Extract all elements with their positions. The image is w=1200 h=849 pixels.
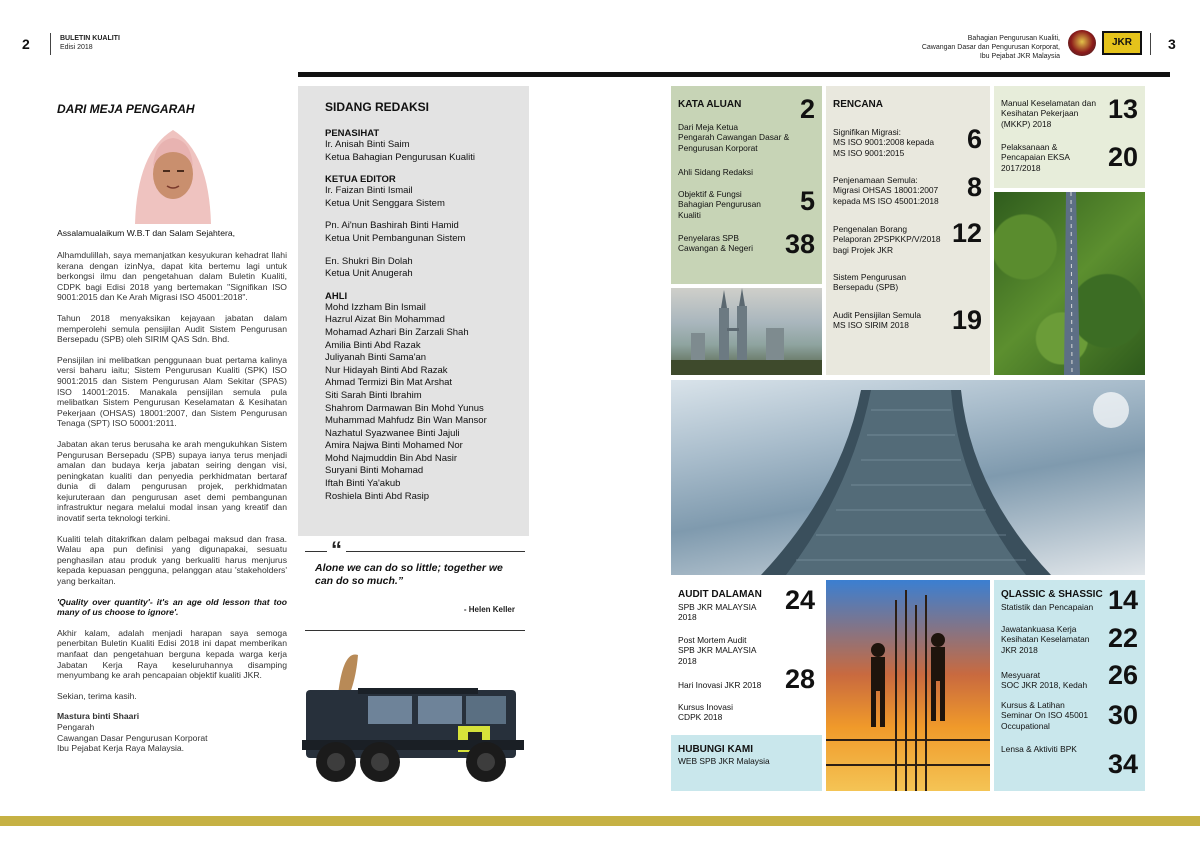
toc-item[interactable]: Post Mortem Audit SPB JKR MALAYSIA 2018	[678, 635, 757, 666]
org-line: Ibu Pejabat JKR Malaysia	[979, 53, 1060, 60]
sidang-redaksi-panel	[298, 86, 529, 536]
hubungi-kami-panel	[671, 735, 822, 791]
member-name: Roshiela Binti Abd Rasip	[325, 490, 430, 502]
toc-item[interactable]: SPB JKR MALAYSIA 2018	[678, 602, 757, 623]
bottom-gold-bar	[0, 816, 1200, 826]
toc-page-number: 38	[784, 229, 815, 259]
editor-name: Pn. Ai'nun Bashirah Binti Hamid	[325, 220, 459, 232]
edition-label: Edisi 2018	[60, 44, 93, 51]
toc-item[interactable]: Dari Meja Ketua Pengarah Cawangan Dasar & Pengurusan Korporat	[678, 122, 790, 153]
org-header	[922, 34, 1060, 61]
publication-header	[60, 34, 120, 52]
toc-page-number: 22	[1107, 623, 1138, 653]
toc-page-number: 24	[784, 585, 815, 615]
penasihat-name: Ir. Anisah Binti Saim	[325, 139, 410, 150]
qlassic-title: QLASSIC & SHASSIC	[1001, 589, 1103, 600]
paragraph: Alhamdulillah, saya memanjatkan kesyukuran kehadrat Ilahi kerana dengan izinNya, dapat kita bertemu lagi untuk berkongsi ilmu dan pengetahuan dalam Buletin Kualiti, CDPK bagi Edisi 2018 yang bertemakan "Signifikan ISO 9001:2015 dan Ke Arah Migrasi ISO 45001:2018".	[57, 250, 287, 303]
member-name: Muhammad Mahfudz Bin Wan Mansor	[325, 415, 487, 427]
toc-item[interactable]: Lensa & Aktiviti BPK	[1001, 744, 1077, 754]
quote-author: - Helen Keller	[463, 605, 515, 614]
member-name: Mohamad Azhari Bin Zarzali Shah	[325, 326, 469, 338]
paragraph: Tahun 2018 menyaksikan kejayaan jabatan dalam memperolehi semula pensijilan Audit Sistem Pengurusan Bersepadu (SPB) oleh SIRIM QAS Sdn. Bhd.	[57, 312, 287, 345]
paragraph: Jabatan akan terus berusaha ke arah mengukuhkan Sistem Pengurusan Bersepadu (SPB) supaya ianya terus menjadi amalan dan budaya kerja jabatan seiring dengan visi, peningkatan kualiti dan penyedia perkhidmatan bertaraf dunia di dalam pengurusan projek, perkhidmatan kejuruteraan dan pengurusan aset demi pembangunan infrastruktur negara melalui modal insan yang kreatif dan inovatif serta teknologi terkini.	[57, 438, 287, 524]
toc-item[interactable]: Statistik dan Pencapaian	[1001, 602, 1094, 612]
kata-aluan-title: KATA ALUAN	[678, 99, 742, 110]
toc-item[interactable]: Mesyuarat SOC JKR 2018, Kedah	[1001, 670, 1088, 691]
toc-page-number: 2	[799, 94, 815, 124]
ahli-list	[325, 302, 529, 504]
redaksi-title: SIDANG REDAKSI	[325, 100, 430, 114]
member-name: Nur Hidayah Binti Abd Razak	[325, 364, 448, 376]
construction-workers-image	[826, 580, 990, 791]
rencana-panel	[826, 86, 990, 375]
toc-item[interactable]: Ahli Sidang Redaksi	[678, 167, 753, 177]
member-name: Ahmad Termizi Bin Mat Arshat	[325, 377, 453, 389]
member-name: Siti Sarah Binti Ibrahim	[325, 389, 422, 401]
toc-page-number: 8	[966, 172, 982, 202]
signature-line: Ibu Pejabat Kerja Raya Malaysia.	[57, 743, 185, 754]
rencana-title: RENCANA	[833, 99, 883, 110]
hubungi-title: HUBUNGI KAMI	[678, 744, 753, 755]
toc-page-number: 28	[784, 664, 815, 694]
member-name: Amira Najwa Binti Mohamed Nor	[325, 440, 463, 452]
ketua-editor-role: Ketua Unit Senggara Sistem	[325, 197, 445, 209]
audit-title: AUDIT DALAMAN	[678, 589, 762, 600]
ketua-editor-name: Ir. Faizan Binti Ismail	[325, 185, 413, 197]
quote-text: Alone we can do so little; together we can do so much.”	[315, 562, 503, 587]
member-name: Mohd Najmuddin Bin Abd Nasir	[325, 452, 458, 464]
toc-page-number: 6	[966, 124, 982, 154]
right-page-number: 3	[1168, 36, 1176, 52]
toc-page-number: 13	[1107, 94, 1138, 124]
section-title: DARI MEJA PENGARAH	[57, 102, 195, 116]
toc-page-number: 12	[951, 218, 982, 248]
signature-line: Cawangan Dasar Pengurusan Korporat	[57, 732, 208, 743]
mkkp-panel	[994, 86, 1145, 188]
toc-page-number: 34	[1107, 749, 1138, 779]
toc-item[interactable]: Signifikan Migrasi: MS ISO 9001:2008 kepada MS ISO 9001:2015	[833, 127, 935, 158]
toc-item[interactable]: Penyelaras SPB Cawangan & Negeri	[678, 233, 753, 254]
tower-building-image	[671, 380, 1145, 575]
signature-line: Pengarah	[57, 721, 95, 732]
audit-dalaman-panel	[671, 580, 822, 730]
org-line: Bahagian Pengurusan Kualiti,	[967, 35, 1060, 42]
toc-page-number: 20	[1107, 142, 1138, 172]
city-skyline-image	[671, 288, 822, 375]
member-name: Hazrul Aizat Bin Mohammad	[325, 314, 445, 326]
qlassic-panel	[994, 580, 1145, 791]
toc-item[interactable]: Kursus & Latihan Seminar On ISO 45001 Occupational	[1001, 700, 1089, 731]
toc-page-number: 5	[799, 186, 815, 216]
vehicle-image	[298, 640, 529, 790]
toc-item[interactable]: Pelaksanaan & Pencapaian EKSA 2017/2018	[1001, 142, 1070, 173]
kata-aluan-panel	[671, 86, 822, 284]
toc-item[interactable]: Manual Keselamatan dan Kesihatan Pekerjaan (MKKP) 2018	[1001, 98, 1096, 129]
publication-title: BULETIN KUALITI	[60, 35, 120, 42]
left-page-number: 2	[22, 36, 30, 52]
toc-item[interactable]: Pengenalan Borang Pelaporan 2PSPKKP/V/2018 bagi Projek JKR	[833, 224, 941, 255]
toc-page-number: 26	[1107, 660, 1138, 690]
paragraph: Akhir kalam, adalah menjadi harapan saya semoga penerbitan Buletin Kualiti Edisi 2018 ini dapat memberikan manfaat dan pengetahuan berguna kepada warga kerja Jabatan Kerja Raya keseluruhannya disamping menyumbang ke arah pencapaian objektif kualiti JKR.	[57, 627, 287, 681]
toc-item[interactable]: Objektif & Fungsi Bahagian Pengurusan Kualiti	[678, 189, 761, 220]
toc-item[interactable]: Sistem Pengurusan Bersepadu (SPB)	[833, 272, 907, 293]
header-divider-left	[50, 33, 51, 55]
org-line: Cawangan Dasar dan Pengurusan Korporat,	[921, 44, 1060, 51]
quote-mark-icon: “	[327, 540, 346, 560]
paragraph: Sekian, terima kasih.	[57, 690, 137, 701]
paragraph: Kualiti telah ditakrifkan dalam pelbagai maksud dan frasa. Walau apa pun definisi yang digunapakai, sesuatu penghasilan atau produk yang berkualiti harus menjurus kepada kepuasan pengguna, pelanggan atau 'stakeholders' yang berkaitan.	[57, 533, 287, 587]
member-name: Amilia Binti Abd Razak	[325, 339, 421, 351]
toc-item[interactable]: Hari Inovasi JKR 2018	[678, 680, 762, 690]
toc-page-number: 30	[1107, 700, 1138, 730]
hubungi-link[interactable]: WEB SPB JKR Malaysia	[678, 756, 770, 766]
member-name: Juliyanah Binti Sama'an	[325, 352, 427, 364]
editor-role: Ketua Unit Pembangunan Sistem	[325, 232, 466, 244]
penasihat-role: Ketua Bahagian Pengurusan Kualiti	[325, 151, 476, 163]
signature-name: Mastura binti Shaari	[57, 711, 140, 722]
member-name: Mohd Izzham Bin Ismail	[325, 301, 426, 313]
member-name: Shahrom Darmawan Bin Mohd Yunus	[325, 402, 484, 414]
editor-role: Ketua Unit Anugerah	[325, 268, 413, 280]
greeting: Assalamualaikum W.B.T dan Salam Sejahtera,	[57, 228, 236, 238]
forest-road-image	[994, 192, 1145, 375]
toc-item[interactable]: Jawatankuasa Kerja Kesihatan Keselamatan JKR 2018	[1001, 624, 1090, 655]
quality-quote: 'Quality over quantity'- it's an age old lesson that too many of us choose to ignore'.	[57, 596, 287, 618]
member-name: Suryani Binti Mohamad	[325, 465, 424, 477]
penasihat-heading: PENASIHAT	[325, 128, 380, 139]
member-name: Iftah Binti Ya'akub	[325, 478, 401, 490]
toc-page-number: 14	[1107, 585, 1138, 615]
ahli-heading: AHLI	[325, 290, 348, 302]
toc-item[interactable]: Kursus Inovasi CDPK 2018	[678, 702, 733, 723]
ketua-editor-heading: KETUA EDITOR	[325, 174, 396, 186]
header-divider-right	[1150, 33, 1151, 55]
malaysia-emblem-icon	[1068, 30, 1096, 56]
top-rule	[298, 72, 1170, 77]
editor-name: En. Shukri Bin Dolah	[325, 255, 413, 267]
director-photo	[125, 122, 221, 224]
jkr-logo: JKR	[1102, 31, 1142, 55]
quote-box	[305, 537, 525, 631]
toc-page-number: 19	[951, 305, 982, 335]
member-name: Nazhatul Syazwanee Binti Jajuli	[325, 427, 460, 439]
director-message	[57, 250, 287, 754]
toc-item[interactable]: Audit Pensijilan Semula MS ISO SIRIM 2018	[833, 310, 921, 331]
toc-item[interactable]: Penjenamaan Semula: Migrasi OHSAS 18001:2007 kepada MS ISO 45001:2018	[833, 175, 939, 206]
paragraph: Pensijilan ini melibatkan penggunaan buat pertama kalinya versi baharu iaitu; Sistem Pengurusan Kualiti (SPK) ISO 9001:2015 dan Sistem Pengurusan Alam Sekitar (SPAS) ISO 14001:2015. Manakala pensijilan semula pula melibatkan Sistem Pengurusan Keselamatan & Kesihatan Pekerjaan (OHSAS) 18001:2007, dan Sistem Pengurusan Tenaga (SPT) ISO 50001:2011.	[57, 354, 287, 429]
